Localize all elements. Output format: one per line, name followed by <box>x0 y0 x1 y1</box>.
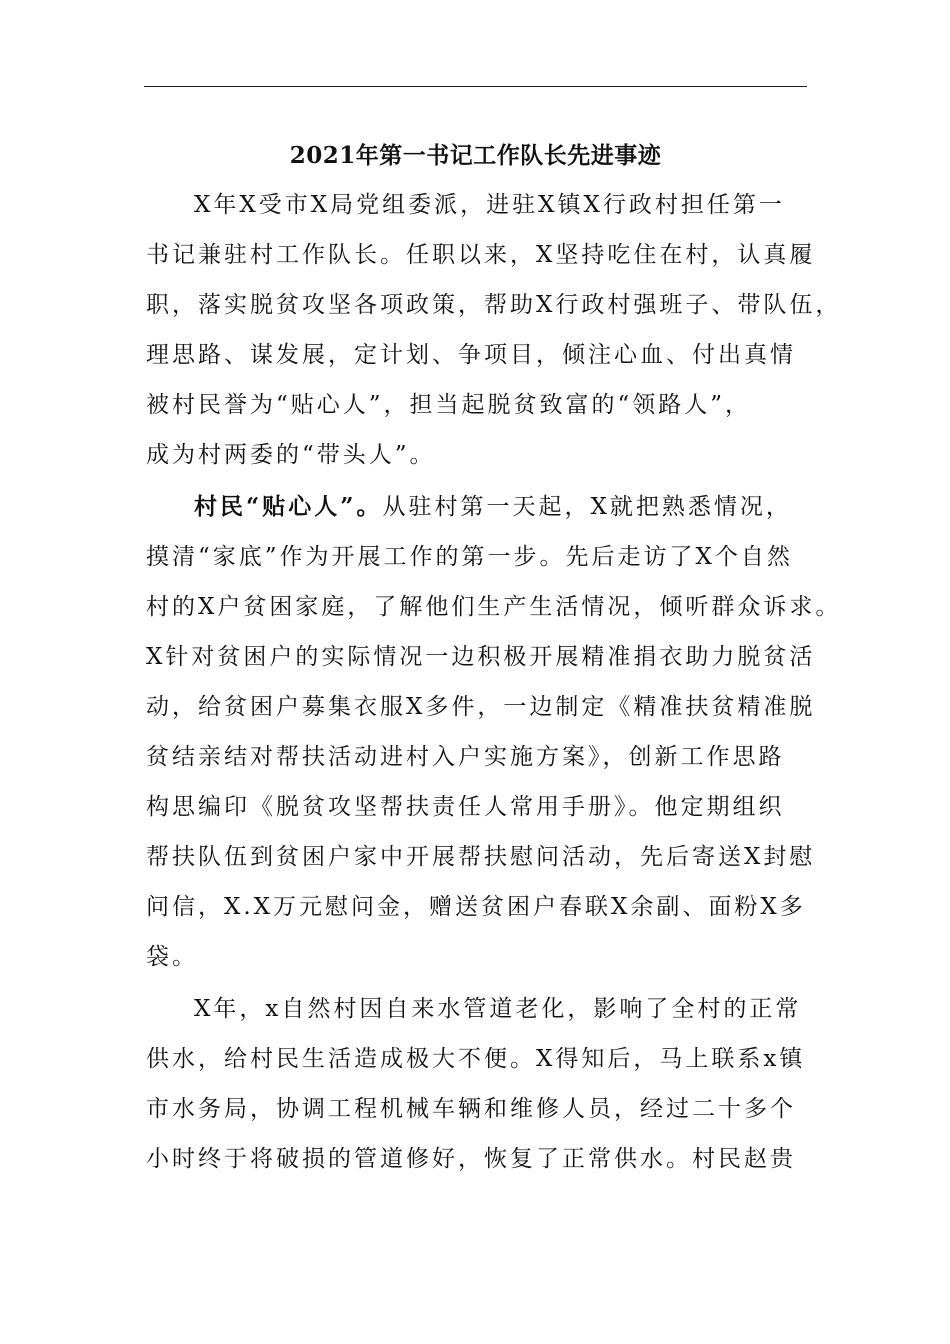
header-rule <box>144 86 807 87</box>
paragraph-3-line: X年，x自然村因自来水管道老化，影响了全村的正常 <box>194 996 802 1022</box>
paragraph-2-line: 摸清“家底”作为开展工作的第一步。先后走访了X个自然 <box>146 544 793 570</box>
paragraph-1-line: 理思路、谋发展，定计划、争项目，倾注心血、付出真情 <box>146 342 796 368</box>
paragraph-1-line: 职，落实脱贫攻坚各项政策，帮助X行政村强班子、带队伍， <box>146 292 842 318</box>
paragraph-2-line: 动，给贫困户募集衣服X多件，一边制定《精准扶贫精准脱 <box>146 694 816 720</box>
paragraph-3-line: 供水，给村民生活造成极大不便。X得知后，马上联系x镇 <box>146 1046 806 1072</box>
paragraph-2-line: 村的X户贫困家庭，了解他们生产生活情况，倾听群众诉求。 <box>146 594 842 620</box>
document-title: 2021年第一书记工作队长先进事迹 <box>289 142 662 169</box>
paragraph-2-line: 袋。 <box>146 944 198 970</box>
paragraph-2-line: 构思编印《脱贫攻坚帮扶责任人常用手册》。他定期组织 <box>146 794 785 820</box>
paragraph-2-line: 帮扶队伍到贫困户家中开展帮扶慰问活动，先后寄送X封慰 <box>146 844 816 870</box>
paragraph-3-line: 小时终于将破损的管道修好，恢复了正常供水。村民赵贵 <box>146 1146 796 1172</box>
paragraph-1-line: 被村民誉为“贴心人”，担当起脱贫致富的“领路人”， <box>146 392 752 418</box>
paragraph-1-line: X年X受市X局党组委派，进驻X镇X行政村担任第一 <box>194 192 785 218</box>
paragraph-2-line: 问信，X.X万元慰问金，赠送贫困户春联X余副、面粉X多 <box>146 894 806 920</box>
paragraph-2-line: 贫结亲结对帮扶活动进村入户实施方案》，创新工作思路 <box>146 744 785 770</box>
paragraph-1-line: 成为村两委的“带头人”。 <box>146 442 436 468</box>
paragraph-2-lead: 村民“贴心人”。 <box>194 493 383 520</box>
paragraph-2-first-line-text: 从驻村第一天起，X就把熟悉情况， <box>382 494 792 520</box>
paragraph-3-line: 市水务局，协调工程机械车辆和维修人员，经过二十多个 <box>146 1096 796 1122</box>
paragraph-2-first-line <box>194 482 792 532</box>
paragraph-1-line: 书记兼驻村工作队长。任职以来，X坚持吃住在村，认真履 <box>146 242 816 268</box>
paragraph-2-line: X针对贫困户的实际情况一边积极开展精准捐衣助力脱贫活 <box>146 644 816 670</box>
